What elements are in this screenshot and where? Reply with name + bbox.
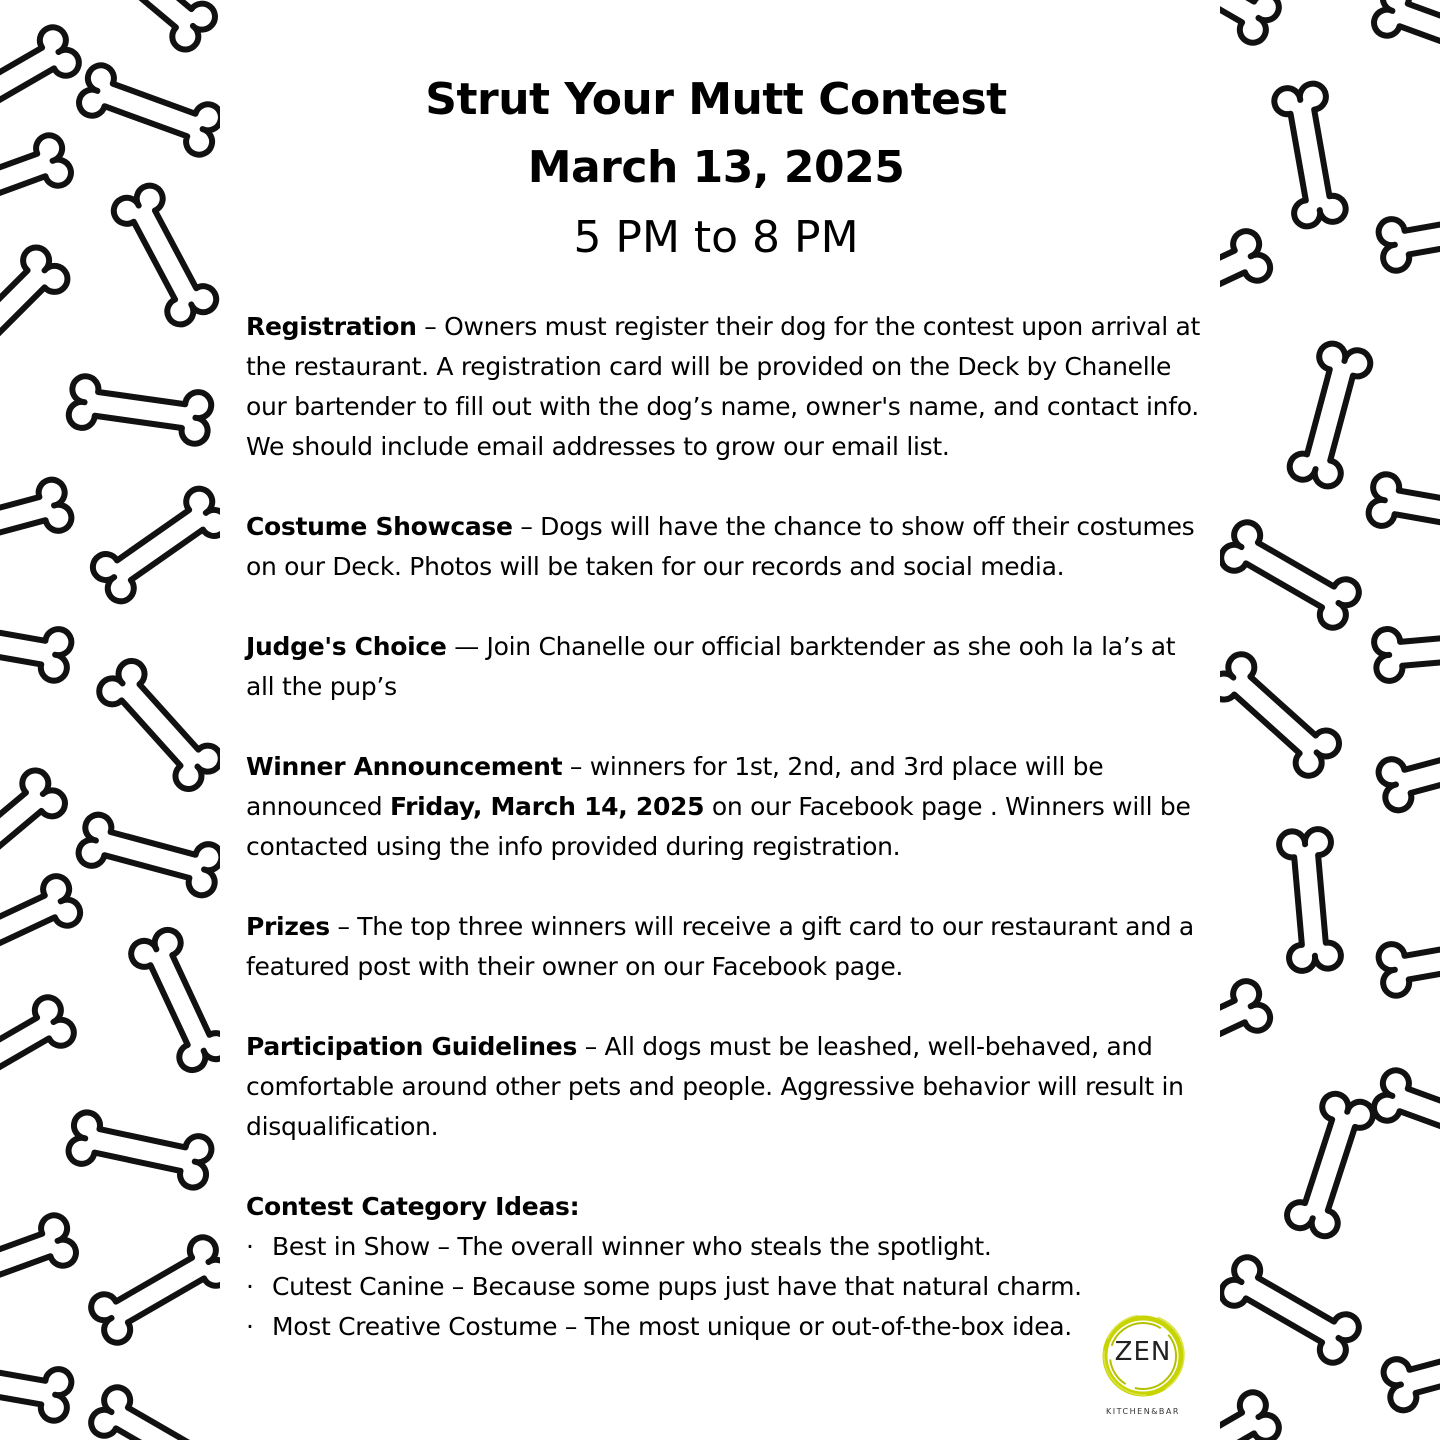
bone-icon (1220, 1388, 1284, 1440)
title-block (186, 66, 1246, 274)
section-judges-choice (246, 627, 1206, 707)
bullet-icon: · (246, 1272, 254, 1301)
bone-icon (1220, 1253, 1364, 1368)
section-registration (246, 307, 1206, 467)
section-text: – All dogs must be leashed, well-behaved, and comfortable around other pets and people. Aggressive behavior will result in disqualification. (246, 1032, 1184, 1141)
bone-icon (1370, 0, 1440, 78)
bone-icon (88, 484, 220, 607)
category-text: Most Creative Costume – The most unique or out-of-the-box idea. (272, 1312, 1072, 1341)
zen-logo (1095, 1313, 1191, 1423)
bone-icon (1367, 472, 1440, 547)
section-text: – winners for 1st, 2nd, and 3rd place will be announced (246, 752, 1104, 821)
bone-icon (0, 1212, 80, 1309)
logo-name: ZEN (1114, 1337, 1172, 1367)
bone-icon (1377, 922, 1440, 997)
bone-icon (0, 872, 84, 978)
flyer-content (246, 0, 1206, 1440)
logo-tagline: KITCHEN&BAR (1106, 1407, 1180, 1416)
section-text: — Join Chanelle our official barktender as she ooh la la’s at all the pup’s (246, 632, 1176, 701)
bone-icon (1272, 82, 1347, 229)
event-date: March 13, 2025 (527, 142, 905, 193)
bone-icon (1370, 1067, 1440, 1164)
announcement-date: Friday, March 14, 2025 (389, 792, 705, 821)
bone-icon (94, 656, 220, 795)
bone-icon (0, 23, 84, 138)
bone-icon (0, 1347, 73, 1422)
bone-icon (0, 993, 79, 1108)
bone-icon (1220, 977, 1274, 1083)
bone-icon (76, 812, 220, 898)
section-prizes (246, 907, 1206, 987)
bone-icon (0, 607, 73, 682)
category-text: Cutest Canine – Because some pups just have that natural charm. (272, 1272, 1082, 1301)
section-participation-guidelines (246, 1027, 1206, 1147)
list-item (246, 1307, 1206, 1347)
bone-icon (1220, 0, 1284, 47)
section-label: Registration (246, 312, 417, 341)
bone-icon (66, 1110, 214, 1190)
section-costume-showcase (246, 507, 1206, 587)
categories-list (246, 1227, 1206, 1347)
bone-icon (1284, 1090, 1377, 1239)
bone-icon (1278, 828, 1342, 972)
bullet-icon: · (246, 1232, 254, 1261)
bullet-icon: · (246, 1312, 254, 1341)
section-winner-announcement (246, 747, 1206, 867)
bone-icon (86, 1233, 220, 1348)
section-label: Judge's Choice (246, 632, 447, 661)
categories-heading: Contest Category Ideas: (246, 1192, 580, 1221)
section-label: Winner Announcement (246, 752, 563, 781)
bone-pattern-right-svg (1220, 0, 1440, 1440)
category-text: Best in Show – The overall winner who steals the spotlight. (272, 1232, 992, 1261)
section-text: – Owners must register their dog for the contest upon arrival at the restaurant. A registration card will be provided on the Deck by Chanelle our bartender to fill out with the dog’s name, owner's name, and contact info. We should include email addresses to grow our email list. (246, 312, 1201, 461)
section-text: on our Facebook page . Winners will be contacted using the info provided during registration. (246, 792, 1191, 861)
page-title: Strut Your Mutt Contest (425, 74, 1007, 125)
bone-icon (80, 0, 220, 55)
bone-icon (0, 242, 73, 378)
bone-icon (1287, 341, 1373, 490)
bone-icon (1376, 727, 1440, 813)
bone-icon (1373, 618, 1440, 682)
list-item (246, 1227, 1206, 1267)
section-label: Prizes (246, 912, 330, 941)
list-item (246, 1267, 1206, 1307)
section-label: Costume Showcase (246, 512, 513, 541)
bone-icon (127, 926, 220, 1075)
bone-icon (86, 1383, 220, 1440)
bone-icon (1220, 649, 1344, 781)
section-text: – Dogs will have the chance to show off their costumes on our Deck. Photos will be taken for our records and social media. (246, 512, 1195, 581)
bone-icon (1381, 1327, 1440, 1413)
bone-icon (67, 375, 213, 446)
rules-body (246, 307, 1206, 1347)
section-label: Participation Guidelines (246, 1032, 578, 1061)
event-time: 5 PM to 8 PM (573, 212, 859, 263)
bone-icon (0, 477, 74, 563)
section-text: – The top three winners will receive a gift card to our restaurant and a featured post with their owner on our Facebook page. (246, 912, 1194, 981)
bone-pattern-right (1220, 0, 1440, 1440)
bone-icon (1377, 197, 1440, 272)
bone-icon (1220, 518, 1364, 633)
bone-icon (0, 132, 75, 229)
